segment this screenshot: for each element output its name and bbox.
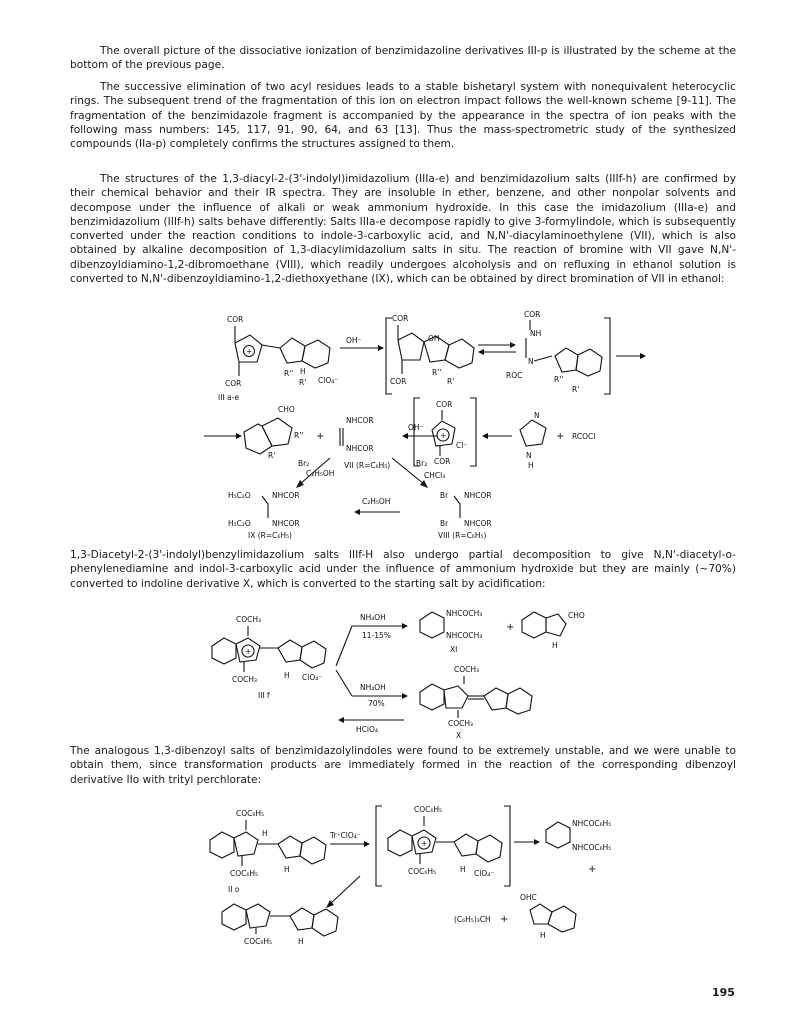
structure-ix — [228, 491, 300, 540]
reagent-ammonia-2: NH₄OH — [360, 683, 386, 692]
indole-h-2: H — [552, 641, 558, 650]
aldehyde-group: CHO — [278, 405, 295, 414]
acyl-group-top-2: COR — [392, 314, 409, 323]
structure-benzimidazolylindole — [222, 904, 338, 946]
c2-h: H — [262, 829, 268, 838]
perchlorate-anion: ClO₄⁻ — [318, 376, 339, 385]
triphenylmethane: (C₆H₅)₃CH — [454, 915, 491, 924]
charge-plus-2: + — [440, 431, 447, 440]
indole-h: H — [284, 671, 290, 680]
compound-label-iiia-e: III a-e — [218, 393, 239, 402]
reagent-ammonia-1: NH₄OH — [360, 613, 386, 622]
reaction-scheme-1 — [0, 308, 796, 550]
aldehyde-group-2: CHO — [568, 611, 585, 620]
scheme-1-drawing — [0, 308, 796, 550]
substituent-r-single-3: R' — [572, 385, 580, 394]
compound-label-viii: VIII (R=C₆H₅) — [438, 531, 487, 540]
bracket-left-3 — [376, 806, 382, 886]
acetyl-bottom: COCH₃ — [232, 675, 258, 684]
acyl-group-bottom-3: COR — [434, 457, 451, 466]
nhcor-top: NHCOR — [346, 416, 374, 425]
acetamido-top: NHCOCH₃ — [446, 609, 483, 618]
reagent-ethanol-2: C₂H₅OH — [362, 497, 391, 506]
substituent-r-single: R' — [299, 378, 307, 387]
structure-iiif — [212, 615, 326, 700]
paragraph-4 — [70, 548, 736, 591]
yield-2: 70% — [368, 699, 385, 708]
page-number: 195 — [712, 986, 735, 999]
acetyl-x-bottom: COCH₃ — [448, 719, 474, 728]
structure-formylindole-2 — [522, 611, 585, 650]
structure-imidazole — [520, 411, 546, 470]
benzoyl-salt-bottom: COC₆H₅ — [408, 867, 437, 876]
charge-plus-3: + — [245, 647, 252, 656]
acyl-group-top-3: COR — [436, 400, 453, 409]
plus-sign-3: + — [506, 622, 515, 633]
paragraph-5 — [70, 744, 736, 787]
charge-plus: + — [246, 347, 253, 356]
reagent-hydroxide-2: OH⁻ — [408, 423, 424, 432]
reaction-scheme-3 — [0, 800, 796, 950]
reagent-trityl-perchlorate: Tr⁺ClO₄⁻ — [330, 831, 361, 840]
reagent-perchloric-acid: HClO₄ — [356, 725, 378, 734]
benzoyl-salt-top: COC₆H₅ — [414, 805, 443, 814]
nhcor-viii-top: NHCOR — [464, 491, 492, 500]
compound-label-iiif: III f — [258, 691, 270, 700]
indole-h-4: H — [460, 865, 466, 874]
compound-label-ix: IX (R=C₆H₅) — [248, 531, 292, 540]
structure-viii — [438, 491, 492, 540]
bracket-right-2 — [470, 398, 476, 466]
n-label-imidazole: N — [534, 411, 540, 420]
reagent-chloroform: CHCl₃ — [424, 471, 446, 480]
bromine-bottom: Br — [440, 519, 449, 528]
paragraph-5-text: The analogous 1,3-dibenzoyl salts of benzimidazolylindoles were found to be extremely unstable, and we were unable to obtain them, since transformation products are immediately formed in the reaction of the corresponding dibenzoyl derivative IIo with trityl perchlorate: — [70, 745, 736, 786]
substituent-r-single-4: R' — [268, 451, 276, 460]
plus-sign-2: + — [556, 431, 565, 442]
reagent-bromine-2: Br₂ — [416, 459, 428, 468]
acetyl-x-top: COCH₃ — [454, 665, 480, 674]
yield-1: 11-15% — [362, 631, 391, 640]
benzoyl-product: COC₆H₅ — [244, 937, 273, 946]
acetamido-bottom: NHCOCH₃ — [446, 631, 483, 640]
substituent-r-double-2: R'' — [432, 368, 442, 377]
plus-sign-1: + — [316, 431, 325, 442]
structure-dibenzoyl-phenylenediamine — [546, 819, 611, 852]
substituent-r-double-4: R'' — [294, 431, 304, 440]
chloride-anion: Cl⁻ — [456, 441, 468, 450]
amide-nh: NH — [530, 329, 542, 338]
structure-iiia-e — [218, 315, 338, 402]
benzoyl-bottom: COC₆H₅ — [230, 869, 259, 878]
acyl-chloride: RCOCl — [572, 432, 596, 441]
plus-sign-5: + — [500, 914, 509, 925]
reagent-hydroxide: OH⁻ — [346, 336, 362, 345]
nhcor-viii-bottom: NHCOR — [464, 519, 492, 528]
structure-vii — [340, 416, 374, 453]
substituent-r-single-2: R' — [447, 377, 455, 386]
structure-diacylimidazolium — [432, 400, 467, 466]
benzoyl-top: COC₆H₅ — [236, 809, 265, 818]
acyl-group-top: COR — [227, 315, 244, 324]
scheme-2-drawing — [0, 600, 796, 740]
n-label: N — [528, 357, 534, 366]
plus-sign-4: + — [588, 864, 597, 875]
ethoxy-bottom: H₅C₂O — [228, 519, 251, 528]
indole-nh: H — [300, 367, 306, 376]
compound-label-vii: VII (R=C₆H₅) — [344, 461, 391, 470]
substituent-r-double-3: R'' — [554, 375, 564, 384]
ethoxy-top: H₅C₂O — [228, 491, 251, 500]
structure-formylindole-3 — [520, 893, 576, 940]
reaction-scheme-2 — [0, 600, 796, 740]
benzamido-top: NHCOC₆H₅ — [572, 819, 612, 828]
bracket-left-2 — [414, 398, 420, 466]
paragraph-2-text: The successive elimination of two acyl residues leads to a stable bishetaryl system with nonequivalent heterocyclic rings. The subsequent trend of the fragmentation of this ion on electron impact follows the well-known scheme [9-11]. The fragmentation of the benzimidazole fragment is accompanied by the appearance in the spectra of ion peaks with the following mass numbers: 145, 117, 91, 90, 64, and 63 [13]. Thus the mass-spectrometric study of the synthesized compounds (IIa-p) completely confirms the structures assigned to them. — [70, 81, 736, 151]
nhcor-ix-bottom: NHCOR — [272, 519, 300, 528]
scheme-3-drawing — [0, 800, 796, 950]
structure-3-formylindole — [244, 405, 303, 460]
structure-dibenzoyl-salt — [388, 805, 502, 878]
bracket-right-3 — [504, 806, 510, 886]
paragraph-3 — [70, 172, 736, 286]
arrow-12 — [330, 876, 360, 904]
nh-label-imidazole: N — [526, 451, 532, 460]
reagent-bromine-1: Br₂ — [298, 459, 310, 468]
paragraph-4-text: 1,3-Diacetyl-2-(3'-indolyl)benzylimidazolium salts IIIf-H also undergo partial decomposition to give N,N'-diacetyl-o-phenylenediamine and indol-3-carboxylic acid under the influence of ammonium hydroxide but they are mainly (~70%) converted to indoline derivative X, which is converted to the starting salt by acidification: — [70, 549, 736, 590]
paragraph-1 — [70, 44, 736, 73]
compound-label-xi: XI — [450, 645, 458, 654]
compound-label-iio: II o — [228, 885, 240, 894]
compound-label-x: X — [456, 731, 462, 740]
acyl-group-bottom-2: COR — [390, 377, 407, 386]
acyl-group-bottom: COR — [225, 379, 242, 388]
hydroxyl-group: OH — [428, 334, 440, 343]
structure-iio — [210, 809, 326, 894]
charge-plus-4: + — [421, 839, 428, 848]
perchlorate-anion-2: ClO₄⁻ — [302, 673, 323, 682]
paragraph-3-text: The structures of the 1,3-diacyl-2-(3'-indolyl)imidazolium (IIIa-e) and benzimidazolium salts (IIIf-h) are confirmed by their chemical behavior and their IR spectra. They are insoluble in ether, benzene, and other nonpolar solvents and decompose under the influence of alkali or weak ammonium hydroxide. In this case the imidazolium (IIIa-e) and benzimidazolium (IIIf-h) salts behave differently: Salts IIIa-e decompose rapidly to give 3-formylindole, which is subsequently converted under the reaction conditions to indole-3-carboxylic acid, and N,N'-diacylaminoethylene (VII), which is also obtained by alkaline decomposition of 1,3-diacylimidazolium salts in situ. The reaction of bromine with VII gave N,N'-dibenzoyldiamino-1,2-dibromoethane (VIII), which readily undergoes alcoholysis and on refluxing in ethanol solution is converted to N,N'-dibenzoyldiamino-1,2-diethoxyethane (IX), which can be obtained by direct bromination of VII in ethanol: — [70, 173, 736, 286]
paragraph-2 — [70, 80, 736, 151]
imidazole-h: H — [528, 461, 534, 470]
nhcor-bottom: NHCOR — [346, 444, 374, 453]
reagent-ethanol-1: C₂H₅OH — [306, 469, 335, 478]
acyl-roc: ROC — [506, 371, 523, 380]
structure-x — [420, 665, 532, 740]
substituent-r-double: R'' — [284, 369, 294, 378]
acyl-group-open-top: COR — [524, 310, 541, 319]
nhcor-ix-top: NHCOR — [272, 491, 300, 500]
indole-h-3: H — [284, 865, 290, 874]
paragraph-1-text: The overall picture of the dissociative ionization of benzimidazoline derivatives III-p is illustrated by the scheme at the bottom of the previous page. — [70, 45, 736, 72]
structure-intermediate-hydroxy — [390, 314, 474, 386]
acetyl-top: COCH₃ — [236, 615, 262, 624]
branch-line-down — [336, 670, 352, 696]
indole-h-5: H — [298, 937, 304, 946]
structure-open-chain — [506, 310, 602, 394]
perchlorate-anion-3: ClO₄⁻ — [474, 869, 495, 878]
structure-xi — [420, 609, 482, 654]
aldehyde-group-3: OHC — [520, 893, 537, 902]
bromine-top: Br — [440, 491, 449, 500]
branch-line-up — [336, 626, 352, 666]
bracket-right — [604, 318, 610, 394]
benzamido-bottom: NHCOC₆H₅ — [572, 843, 612, 852]
indole-h-6: H — [540, 931, 546, 940]
